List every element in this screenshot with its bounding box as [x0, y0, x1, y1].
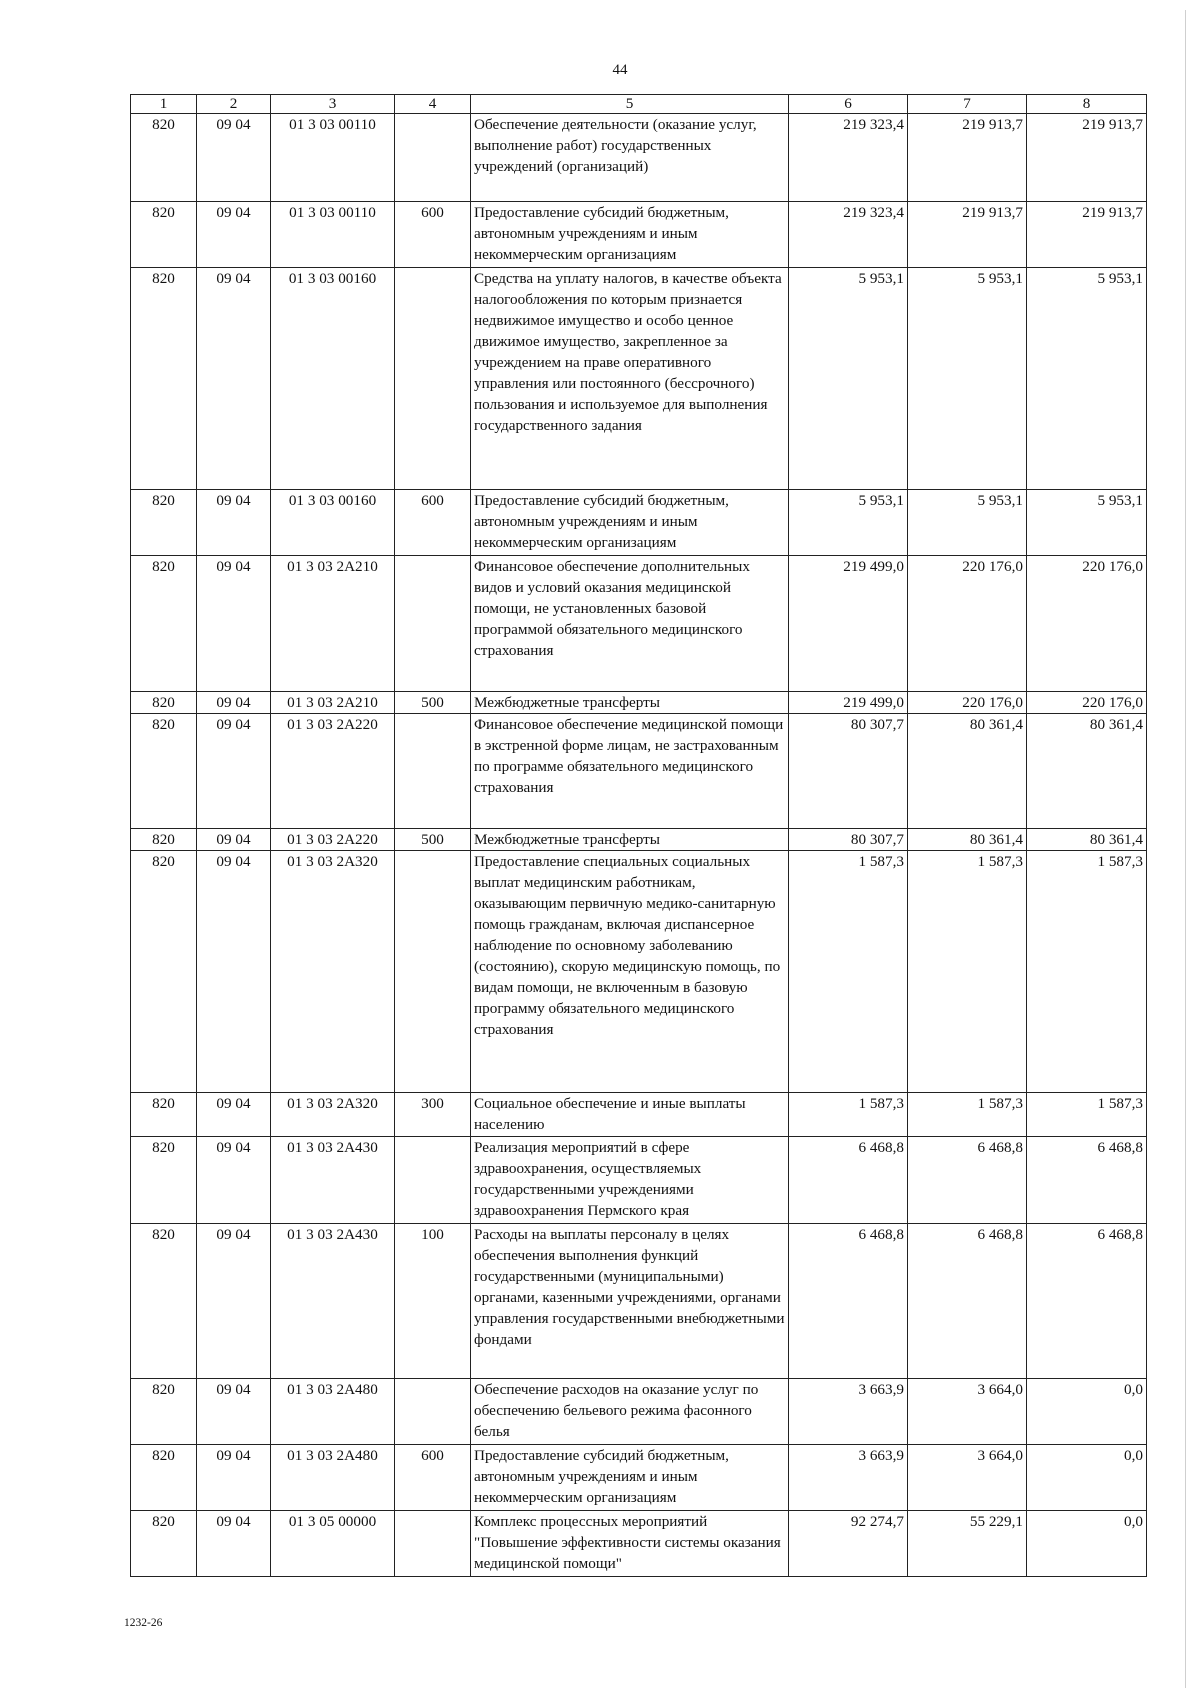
cell-ministry: 820 — [131, 1224, 197, 1379]
cell-target-article: 01 3 03 2А210 — [271, 692, 395, 714]
cell-amount-col6: 6 468,8 — [789, 1137, 908, 1224]
col-header-4: 4 — [395, 95, 471, 114]
table-row — [131, 556, 1147, 692]
cell-amount-col7: 220 176,0 — [908, 692, 1027, 714]
cell-amount-col6: 5 953,1 — [789, 268, 908, 490]
cell-ministry: 820 — [131, 1379, 197, 1445]
cell-amount-col6: 219 323,4 — [789, 202, 908, 268]
cell-amount-col7: 3 664,0 — [908, 1445, 1027, 1511]
cell-target-article: 01 3 03 00110 — [271, 114, 395, 202]
cell-amount-col7: 219 913,7 — [908, 114, 1027, 202]
table-row — [131, 268, 1147, 490]
cell-amount-col7: 219 913,7 — [908, 202, 1027, 268]
cell-ministry: 820 — [131, 829, 197, 851]
cell-amount-col8: 220 176,0 — [1027, 556, 1147, 692]
cell-amount-col7: 55 229,1 — [908, 1511, 1027, 1577]
cell-amount-col6: 1 587,3 — [789, 1093, 908, 1137]
cell-section: 09 04 — [197, 851, 271, 1093]
col-header-5: 5 — [471, 95, 789, 114]
cell-section: 09 04 — [197, 1093, 271, 1137]
cell-ministry: 820 — [131, 202, 197, 268]
table-row — [131, 851, 1147, 1093]
cell-amount-col8: 219 913,7 — [1027, 202, 1147, 268]
table-row — [131, 114, 1147, 202]
cell-expense-type — [395, 556, 471, 692]
cell-ministry: 820 — [131, 1445, 197, 1511]
cell-expense-type — [395, 268, 471, 490]
col-header-3: 3 — [271, 95, 395, 114]
cell-target-article: 01 3 03 2А480 — [271, 1445, 395, 1511]
cell-amount-col6: 3 663,9 — [789, 1379, 908, 1445]
document-code: 1232-26 — [124, 1617, 163, 1629]
cell-amount-col8: 5 953,1 — [1027, 268, 1147, 490]
cell-amount-col8: 80 361,4 — [1027, 829, 1147, 851]
cell-amount-col6: 219 499,0 — [789, 692, 908, 714]
cell-section: 09 04 — [197, 114, 271, 202]
cell-expense-type — [395, 1511, 471, 1577]
cell-ministry: 820 — [131, 1511, 197, 1577]
table-row — [131, 1445, 1147, 1511]
cell-section: 09 04 — [197, 1511, 271, 1577]
cell-target-article: 01 3 03 2А430 — [271, 1224, 395, 1379]
header-row — [131, 95, 1147, 114]
cell-expense-type: 100 — [395, 1224, 471, 1379]
cell-target-article: 01 3 03 2А430 — [271, 1137, 395, 1224]
cell-target-article: 01 3 03 2А220 — [271, 829, 395, 851]
col-header-7: 7 — [908, 95, 1027, 114]
cell-name: Реализация мероприятий в сфере здравоохранения, осуществляемых государственными учреждениями здравоохранения Пермского края — [471, 1137, 789, 1224]
cell-target-article: 01 3 03 00160 — [271, 268, 395, 490]
cell-expense-type: 600 — [395, 1445, 471, 1511]
cell-section: 09 04 — [197, 202, 271, 268]
cell-expense-type: 600 — [395, 490, 471, 556]
table-row — [131, 1511, 1147, 1577]
cell-name: Социальное обеспечение и иные выплаты населению — [471, 1093, 789, 1137]
cell-amount-col7: 5 953,1 — [908, 268, 1027, 490]
cell-section: 09 04 — [197, 1379, 271, 1445]
cell-target-article: 01 3 05 00000 — [271, 1511, 395, 1577]
cell-section: 09 04 — [197, 556, 271, 692]
cell-name: Предоставление субсидий бюджетным, автономным учреждениям и иным некоммерческим организациям — [471, 202, 789, 268]
budget-table-wrapper — [130, 94, 1146, 1577]
cell-section: 09 04 — [197, 714, 271, 829]
table-row — [131, 1137, 1147, 1224]
cell-amount-col7: 3 664,0 — [908, 1379, 1027, 1445]
cell-target-article: 01 3 03 2А480 — [271, 1379, 395, 1445]
cell-ministry: 820 — [131, 268, 197, 490]
cell-amount-col6: 219 323,4 — [789, 114, 908, 202]
cell-expense-type: 500 — [395, 829, 471, 851]
cell-ministry: 820 — [131, 714, 197, 829]
cell-name: Расходы на выплаты персоналу в целях обеспечения выполнения функций государственными (муниципальными) органами, казенными учреждениями, органами управления государственными внебюджетными фондами — [471, 1224, 789, 1379]
cell-amount-col8: 80 361,4 — [1027, 714, 1147, 829]
col-header-1: 1 — [131, 95, 197, 114]
table-row — [131, 490, 1147, 556]
cell-ministry: 820 — [131, 692, 197, 714]
cell-amount-col7: 6 468,8 — [908, 1224, 1027, 1379]
cell-name: Предоставление субсидий бюджетным, автономным учреждениям и иным некоммерческим организациям — [471, 490, 789, 556]
cell-amount-col7: 1 587,3 — [908, 1093, 1027, 1137]
cell-expense-type — [395, 1379, 471, 1445]
cell-section: 09 04 — [197, 1137, 271, 1224]
cell-name: Предоставление специальных социальных выплат медицинским работникам, оказывающим первичную медико-санитарную помощь гражданам, включая диспансерное наблюдение по основному заболеванию (состоянию), скорую медицинскую помощь, по видам помощи, не включенным в базовую программу обязательного медицинского страхования — [471, 851, 789, 1093]
cell-target-article: 01 3 03 2А320 — [271, 851, 395, 1093]
cell-amount-col7: 80 361,4 — [908, 714, 1027, 829]
cell-amount-col7: 5 953,1 — [908, 490, 1027, 556]
table-row — [131, 1093, 1147, 1137]
cell-target-article: 01 3 03 00110 — [271, 202, 395, 268]
table-row — [131, 1224, 1147, 1379]
page-number: 44 — [612, 62, 628, 78]
cell-name: Обеспечение деятельности (оказание услуг, выполнение работ) государственных учреждений (организаций) — [471, 114, 789, 202]
cell-amount-col6: 5 953,1 — [789, 490, 908, 556]
cell-amount-col6: 3 663,9 — [789, 1445, 908, 1511]
cell-expense-type: 600 — [395, 202, 471, 268]
col-header-8: 8 — [1027, 95, 1147, 114]
cell-amount-col8: 0,0 — [1027, 1379, 1147, 1445]
cell-ministry: 820 — [131, 1093, 197, 1137]
cell-amount-col6: 6 468,8 — [789, 1224, 908, 1379]
cell-ministry: 820 — [131, 114, 197, 202]
cell-amount-col7: 1 587,3 — [908, 851, 1027, 1093]
cell-ministry: 820 — [131, 851, 197, 1093]
cell-amount-col8: 6 468,8 — [1027, 1224, 1147, 1379]
col-header-2: 2 — [197, 95, 271, 114]
cell-name: Межбюджетные трансферты — [471, 829, 789, 851]
cell-amount-col8: 6 468,8 — [1027, 1137, 1147, 1224]
table-row — [131, 202, 1147, 268]
table-row — [131, 692, 1147, 714]
cell-amount-col7: 220 176,0 — [908, 556, 1027, 692]
cell-section: 09 04 — [197, 1445, 271, 1511]
cell-target-article: 01 3 03 2А210 — [271, 556, 395, 692]
cell-ministry: 820 — [131, 1137, 197, 1224]
cell-ministry: 820 — [131, 556, 197, 692]
col-header-6: 6 — [789, 95, 908, 114]
cell-expense-type — [395, 1137, 471, 1224]
cell-expense-type — [395, 851, 471, 1093]
cell-expense-type: 300 — [395, 1093, 471, 1137]
cell-section: 09 04 — [197, 268, 271, 490]
cell-ministry: 820 — [131, 490, 197, 556]
cell-section: 09 04 — [197, 692, 271, 714]
cell-name: Средства на уплату налогов, в качестве объекта налогообложения по которым признается недвижимое имущество и особо ценное движимое имущество, закрепленное за учреждением на праве оперативного управления или постоянного (бессрочного) пользования и используемое для выполнения государственного задания — [471, 268, 789, 490]
cell-section: 09 04 — [197, 829, 271, 851]
cell-amount-col6: 1 587,3 — [789, 851, 908, 1093]
page-edge — [1185, 10, 1186, 1688]
cell-amount-col8: 0,0 — [1027, 1445, 1147, 1511]
cell-amount-col8: 0,0 — [1027, 1511, 1147, 1577]
cell-amount-col7: 80 361,4 — [908, 829, 1027, 851]
cell-target-article: 01 3 03 2А320 — [271, 1093, 395, 1137]
cell-section: 09 04 — [197, 490, 271, 556]
table-row — [131, 714, 1147, 829]
table-row — [131, 829, 1147, 851]
cell-amount-col6: 80 307,7 — [789, 714, 908, 829]
cell-target-article: 01 3 03 00160 — [271, 490, 395, 556]
cell-amount-col6: 80 307,7 — [789, 829, 908, 851]
cell-name: Межбюджетные трансферты — [471, 692, 789, 714]
cell-name: Комплекс процессных мероприятий "Повышение эффективности системы оказания медицинской помощи" — [471, 1511, 789, 1577]
cell-target-article: 01 3 03 2А220 — [271, 714, 395, 829]
cell-name: Предоставление субсидий бюджетным, автономным учреждениям и иным некоммерческим организациям — [471, 1445, 789, 1511]
cell-amount-col6: 92 274,7 — [789, 1511, 908, 1577]
cell-expense-type — [395, 714, 471, 829]
cell-name: Обеспечение расходов на оказание услуг по обеспечению бельевого режима фасонного белья — [471, 1379, 789, 1445]
cell-name: Финансовое обеспечение дополнительных видов и условий оказания медицинской помощи, не установленных базовой программой обязательного медицинского страхования — [471, 556, 789, 692]
cell-amount-col8: 220 176,0 — [1027, 692, 1147, 714]
cell-expense-type: 500 — [395, 692, 471, 714]
budget-table — [130, 94, 1147, 1577]
cell-amount-col8: 1 587,3 — [1027, 1093, 1147, 1137]
table-row — [131, 1379, 1147, 1445]
cell-section: 09 04 — [197, 1224, 271, 1379]
cell-expense-type — [395, 114, 471, 202]
cell-amount-col8: 219 913,7 — [1027, 114, 1147, 202]
cell-name: Финансовое обеспечение медицинской помощи в экстренной форме лицам, не застрахованным по программе обязательного медицинского страхования — [471, 714, 789, 829]
cell-amount-col7: 6 468,8 — [908, 1137, 1027, 1224]
cell-amount-col6: 219 499,0 — [789, 556, 908, 692]
cell-amount-col8: 5 953,1 — [1027, 490, 1147, 556]
cell-amount-col8: 1 587,3 — [1027, 851, 1147, 1093]
